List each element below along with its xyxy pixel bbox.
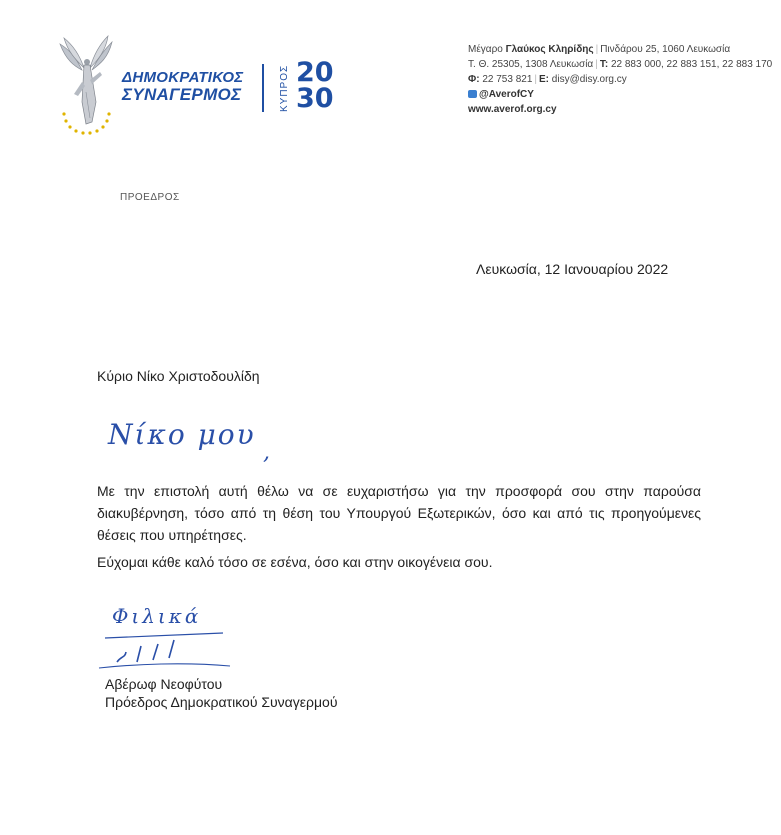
letter-date: Λευκωσία, 12 Ιανουαρίου 2022 — [476, 261, 669, 277]
signer-name: Αβέρωφ Νεοφύτου — [105, 676, 223, 692]
logo-divider — [262, 64, 264, 112]
letter-body — [97, 480, 701, 546]
fax-number: 22 753 821 — [482, 74, 533, 85]
body-paragraph: Με την επιστολή αυτή θέλω να σε ευχαριστήσω για την προσφορά σου στην παρούσα διακυβέρνηση, τόσο από τη θέση του Υπουργού Εξωτερικών, όσο και από τις προηγούμενες θέσεις που υπηρέτησες. — [97, 483, 701, 543]
building-name: Γλαύκος Κληρίδης — [505, 44, 594, 55]
phone-label: Τ: — [599, 59, 609, 70]
addressee: Κύριο Νίκο Χριστοδουλίδη — [97, 368, 260, 384]
winged-victory-emblem-icon — [52, 32, 122, 142]
twitter-icon — [468, 90, 477, 98]
signer-title: Πρόεδρος Δημοκρατικού Συναγερμού — [105, 694, 338, 710]
email-label: E: — [539, 74, 549, 85]
campaign-year-top: 20 — [296, 57, 334, 88]
office-label: ΠΡΟΕΔΡΟΣ — [120, 192, 180, 203]
email-link[interactable]: disy@disy.org.cy — [551, 74, 627, 85]
contact-block — [468, 42, 773, 117]
party-name-line1: ΔΗΜΟΚΡΑΤΙΚΟΣ — [122, 69, 244, 86]
fax-label: Φ: — [468, 74, 480, 85]
twitter-handle[interactable]: @AverofCY — [479, 89, 534, 100]
contact-phone-row: Τ. Θ. 25305, 1308 Λευκωσία | Τ: 22 883 000, 22 883 151, 22 883 170 — [468, 59, 773, 70]
contact-fax-row: Φ: 22 753 821 | E: disy@disy.org.cy — [468, 74, 627, 85]
building-prefix: Μέγαρο — [468, 44, 503, 55]
party-name-line2: ΣΥΝΑΓΕΡΜΟΣ — [122, 85, 242, 104]
letterhead-logo — [52, 32, 352, 142]
letter-wish: Εύχομαι κάθε καλό τόσο σε εσένα, όσο και στην οικογένεια σου. — [97, 554, 493, 570]
handwritten-greeting-comma: , — [263, 440, 270, 465]
campaign-year-bottom: 30 — [296, 83, 334, 114]
campaign-country-label: ΚΥΠΡΟΣ — [279, 64, 290, 112]
street-address: Πινδάρου 25, 1060 Λευκωσία — [600, 44, 731, 55]
contact-address-row: Μέγαρο Γλαύκος Κληρίδης | Πινδάρου 25, 1060 Λευκωσία — [468, 44, 731, 55]
website-link[interactable]: www.averof.org.cy — [468, 104, 557, 115]
handwritten-closing: Φιλικά — [112, 604, 202, 628]
po-box: Τ. Θ. 25305, 1308 Λευκωσία — [468, 59, 594, 70]
phone-numbers: 22 883 000, 22 883 151, 22 883 170 — [610, 59, 773, 70]
signature-icon — [95, 628, 235, 678]
contact-twitter-row — [468, 87, 768, 102]
handwritten-greeting: Νίκο μου — [108, 418, 256, 451]
